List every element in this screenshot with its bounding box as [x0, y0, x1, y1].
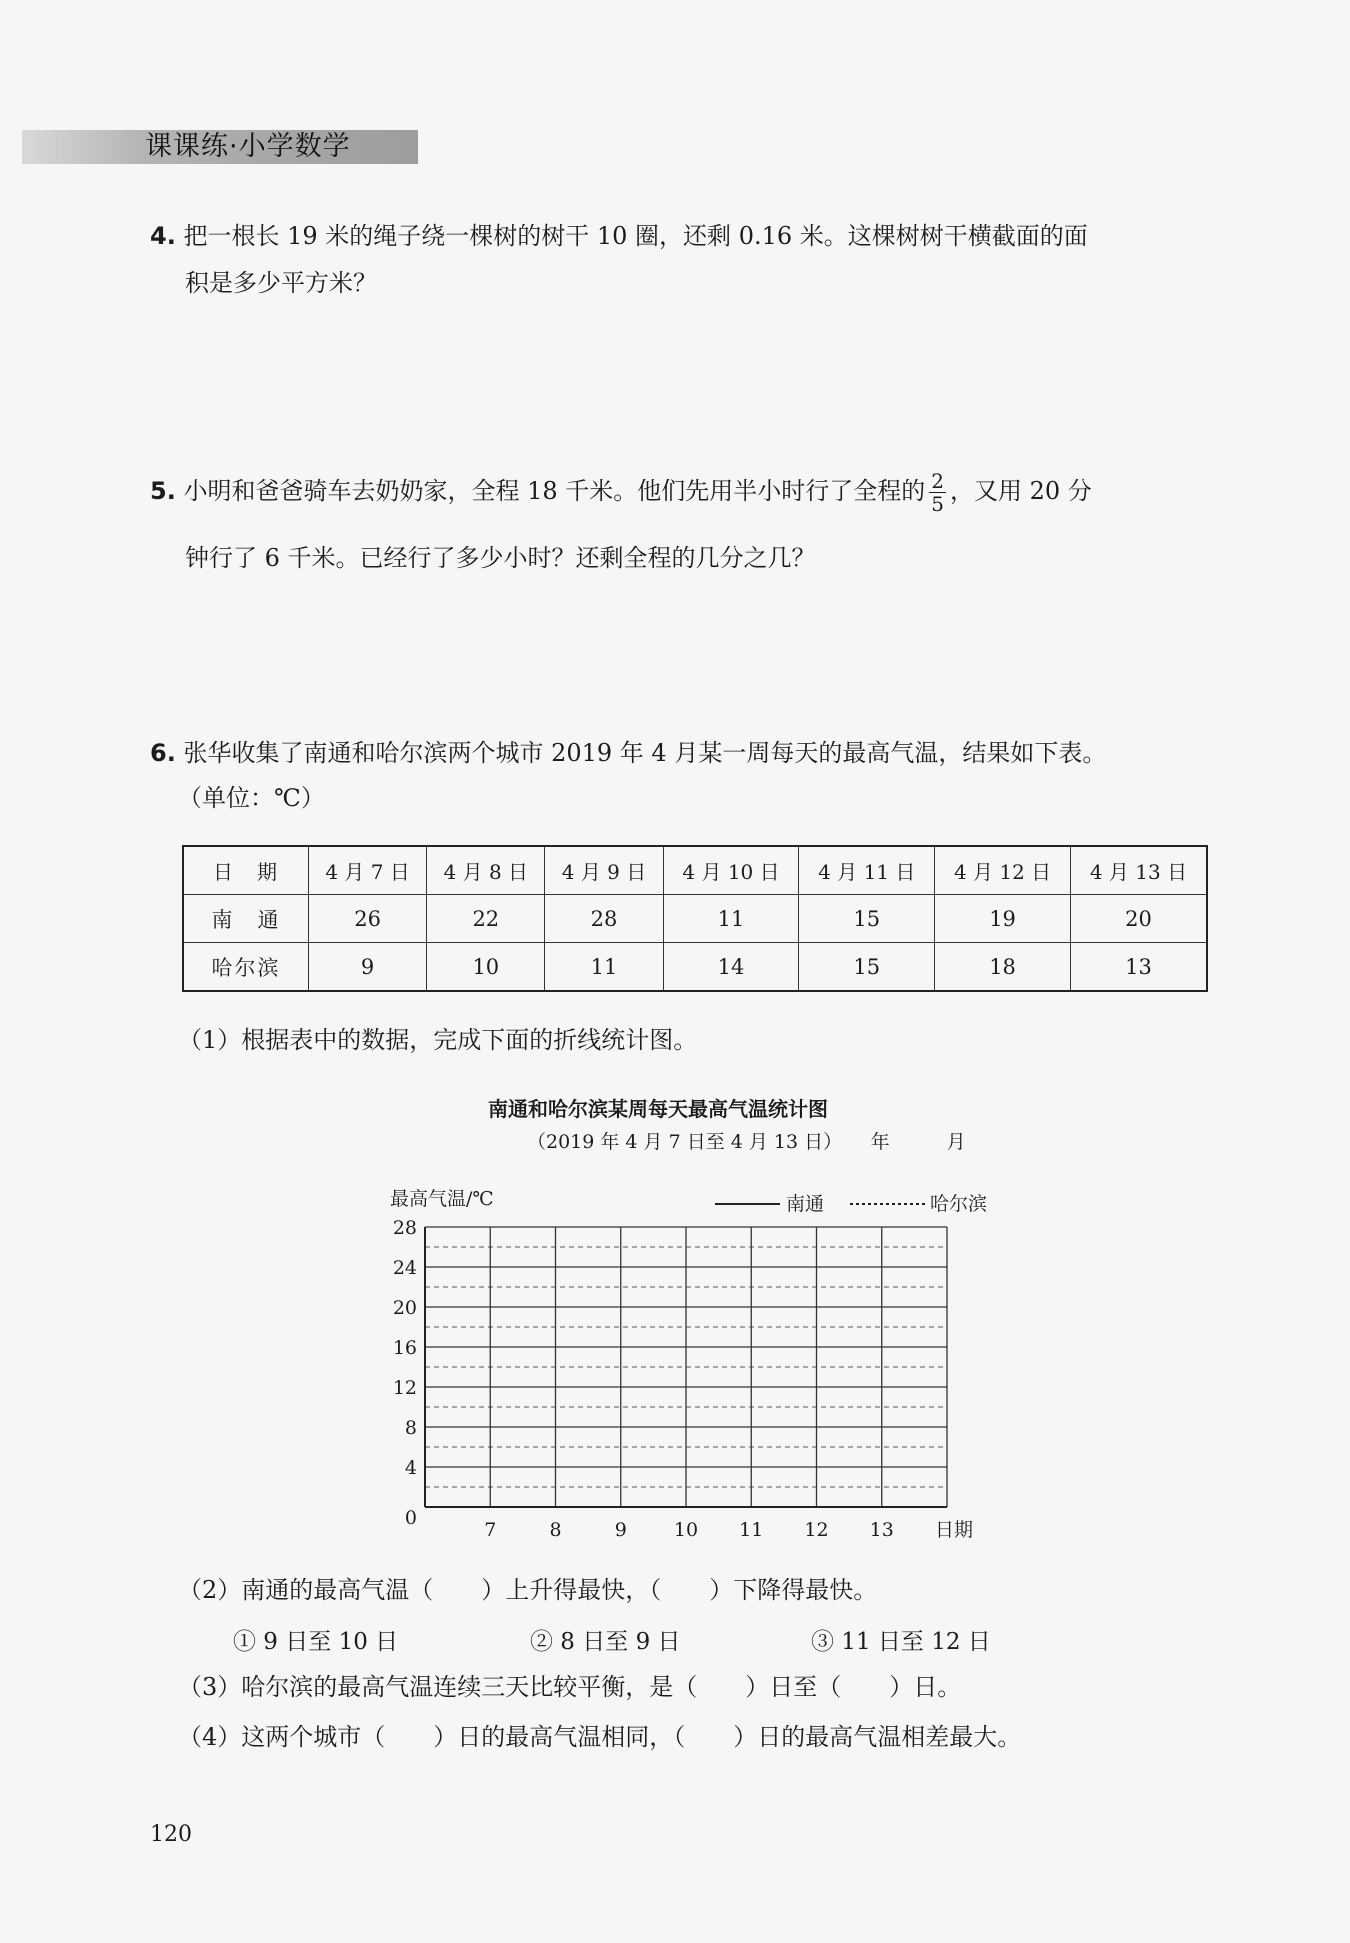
table-header-cell: 4 月 7 日 — [309, 846, 427, 895]
q5-text-line2: 钟行了 6 千米。已经行了多少小时？还剩全程的几分之几？ — [185, 544, 816, 572]
chart-subtitle: （2019 年 4 月 7 日至 4 月 13 日） 年 月 — [527, 1131, 966, 1153]
legend-label-harbin: 哈尔滨 — [930, 1193, 988, 1215]
line-chart — [380, 1170, 1020, 1545]
y-tick-label: 16 — [392, 1337, 417, 1359]
table-cell: 15 — [799, 895, 935, 943]
header-title: 课课练·小学数学 — [145, 131, 351, 162]
option-1: ① 9 日至 10 日 — [233, 1629, 399, 1655]
q5-line1 — [150, 470, 1092, 515]
y-tick-label: 8 — [404, 1417, 417, 1439]
table-cell: 15 — [799, 943, 935, 992]
table-header-cell: 4 月 10 日 — [663, 846, 799, 895]
x-tick-label: 9 — [614, 1519, 627, 1541]
x-tick-label: 10 — [673, 1519, 699, 1541]
table-cell: 22 — [427, 895, 545, 943]
table-header-cell: 4 月 9 日 — [545, 846, 663, 895]
q5-number: 5. — [150, 477, 176, 505]
y-tick-label: 0 — [404, 1507, 417, 1529]
table-header-cell: 4 月 13 日 — [1070, 846, 1207, 895]
table-header-cell: 4 月 8 日 — [427, 846, 545, 895]
table-row — [183, 943, 1207, 992]
y-tick-label: 12 — [392, 1377, 417, 1399]
table-cell: 11 — [545, 943, 663, 992]
table-cell: 28 — [545, 895, 663, 943]
table-cell: 14 — [663, 943, 799, 992]
q6-sub3: （3）哈尔滨的最高气温连续三天比较平衡，是（ ）日至（ ）日。 — [178, 1673, 962, 1701]
q4-number: 4. — [150, 222, 176, 250]
table-cell: 18 — [935, 943, 1071, 992]
table-cell: 19 — [935, 895, 1071, 943]
table-header-cell: 4 月 11 日 — [799, 846, 935, 895]
y-tick-label: 4 — [404, 1457, 417, 1479]
y-tick-label: 20 — [392, 1297, 417, 1319]
q6-text-line1: 张华收集了南通和哈尔滨两个城市 2019 年 4 月某一周每天的最高气温，结果如下表。 — [183, 739, 1107, 767]
option-3: ③ 11 日至 12 日 — [811, 1629, 991, 1655]
q6-number: 6. — [150, 739, 176, 767]
table-cell: 11 — [663, 895, 799, 943]
x-tick-label: 12 — [804, 1519, 829, 1541]
chart-title: 南通和哈尔滨某周每天最高气温统计图 — [488, 1097, 828, 1121]
x-tick-label: 11 — [739, 1519, 764, 1541]
q4-line1 — [150, 221, 1088, 251]
q6-sub1: （1）根据表中的数据，完成下面的折线统计图。 — [178, 1026, 698, 1054]
table-header-cell: 4 月 12 日 — [935, 846, 1071, 895]
fraction-denominator: 5 — [931, 492, 944, 516]
table-cell: 9 — [309, 943, 427, 992]
q6-sub4: （4）这两个城市（ ）日的最高气温相同，（ ）日的最高气温相差最大。 — [178, 1723, 1022, 1751]
legend-label-nantong: 南通 — [786, 1193, 825, 1215]
x-axis-label: 日期 — [935, 1519, 974, 1541]
fraction-numerator: 2 — [931, 469, 944, 493]
q5-text-line1b: ，又用 20 分 — [950, 477, 1092, 505]
table-header-cell: 日 期 — [183, 846, 309, 895]
q4-text-line1: 把一根长 19 米的绳子绕一棵树的树干 10 圈，还剩 0.16 米。这棵树树干横截面的面 — [183, 222, 1088, 250]
x-tick-label: 8 — [549, 1519, 562, 1541]
q6-sub2: （2）南通的最高气温（ ）上升得最快，（ ）下降得最快。 — [178, 1576, 878, 1604]
y-tick-label: 28 — [392, 1217, 417, 1239]
q6-line1 — [150, 738, 1106, 768]
page-number: 120 — [150, 1822, 192, 1847]
q5-text-line1a: 小明和爸爸骑车去奶奶家，全程 18 千米。他们先用半小时行了全程的 — [183, 477, 926, 505]
y-tick-label: 24 — [392, 1257, 417, 1279]
option-2: ② 8 日至 9 日 — [530, 1629, 681, 1655]
x-tick-label: 13 — [869, 1519, 894, 1541]
table-cell: 13 — [1070, 943, 1207, 992]
table-row — [183, 895, 1207, 943]
y-axis-label: 最高气温/℃ — [390, 1188, 494, 1210]
table-header-row — [183, 846, 1207, 895]
table-row-label: 南 通 — [183, 895, 309, 943]
q4-text-line2: 积是多少平方米？ — [185, 269, 377, 297]
temperature-table — [182, 845, 1208, 992]
q6-unit-note: （单位：℃） — [178, 784, 325, 812]
table-cell: 26 — [309, 895, 427, 943]
table-row-label: 哈尔滨 — [183, 943, 309, 992]
q5-fraction — [929, 470, 946, 515]
table-cell: 10 — [427, 943, 545, 992]
x-tick-label: 7 — [484, 1519, 497, 1541]
table-cell: 20 — [1070, 895, 1207, 943]
